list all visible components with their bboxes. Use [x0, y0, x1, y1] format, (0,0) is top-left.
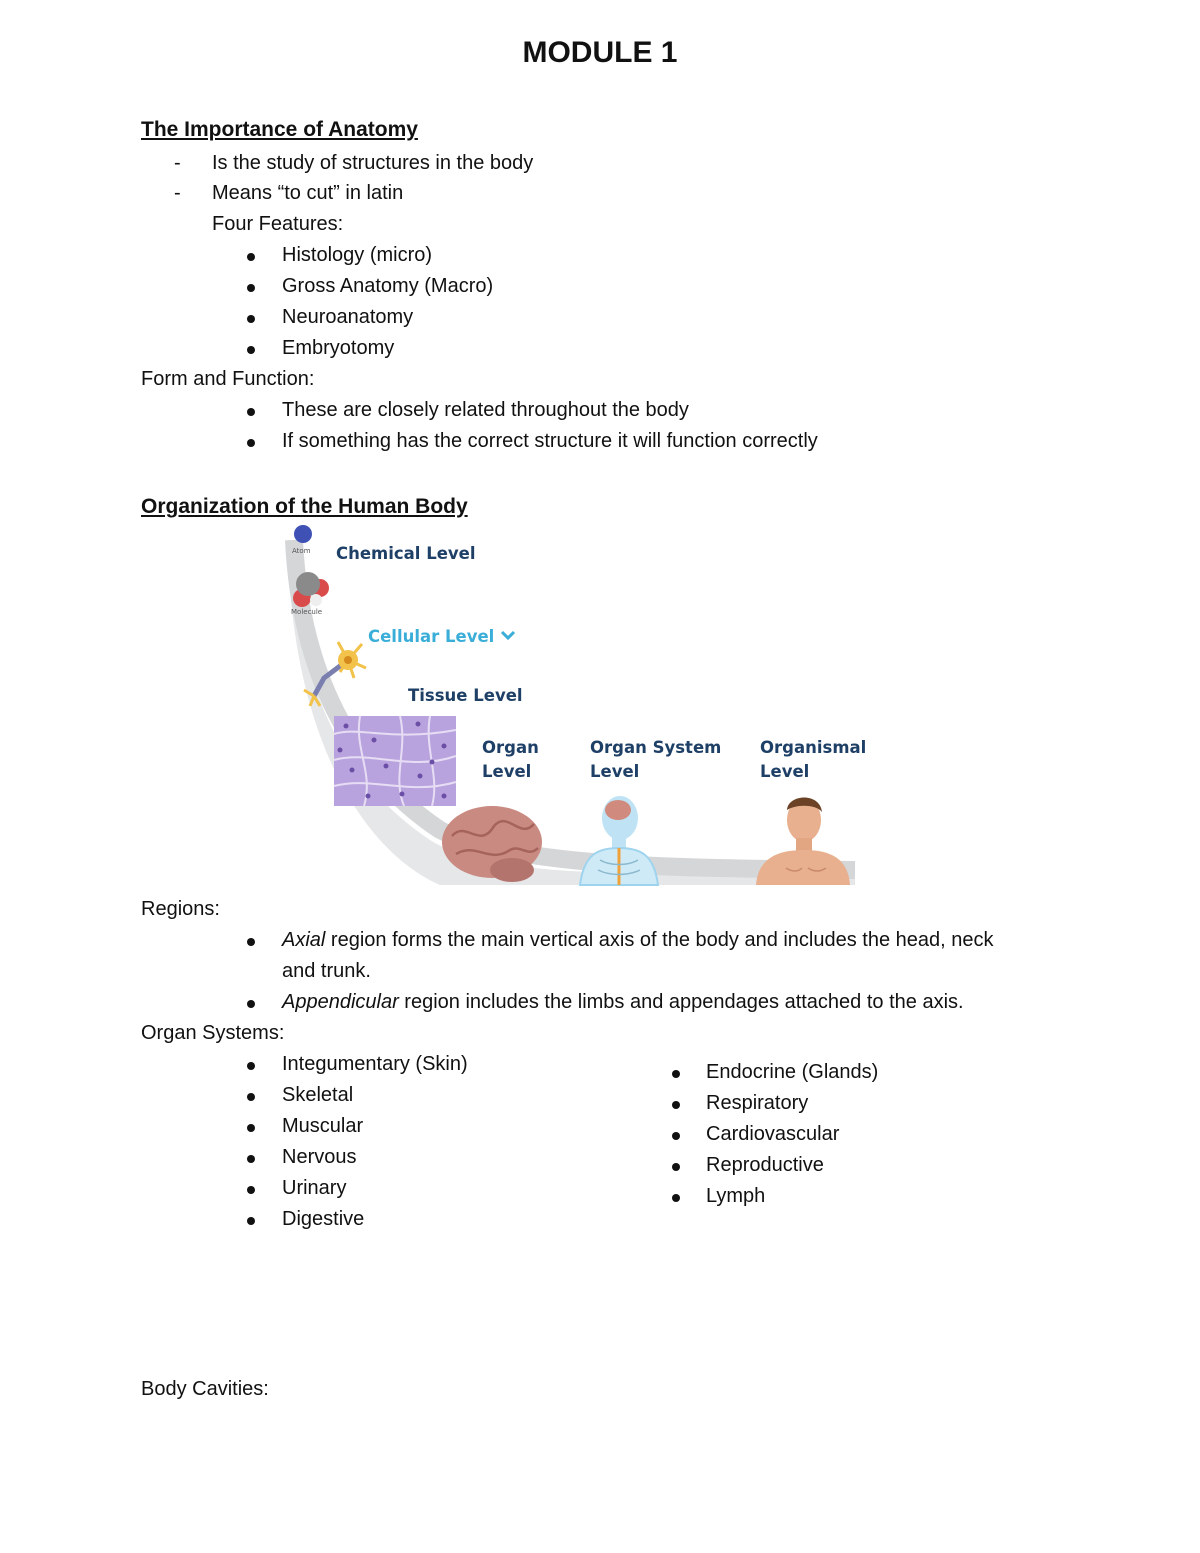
- organ-system-item: Cardiovascular: [706, 1123, 840, 1145]
- level-label-organismal-2: Level: [760, 762, 810, 781]
- level-label-organ-system-2: Level: [590, 762, 640, 781]
- chevron-down-icon: [502, 632, 514, 638]
- bullet: [247, 346, 255, 354]
- feature-item: Gross Anatomy (Macro): [282, 275, 494, 297]
- dash-marker: -: [174, 182, 181, 204]
- section-heading-anatomy: The Importance of Anatomy: [141, 118, 418, 141]
- feature-item: Histology (micro): [282, 244, 433, 266]
- levels-of-organization-diagram: [280, 520, 880, 890]
- atom-icon: [294, 525, 312, 543]
- level-label-organ-system: Organ System: [590, 738, 722, 757]
- region-term: Appendicular: [282, 991, 399, 1013]
- region-item-axial: [282, 929, 994, 952]
- bullet: [247, 1217, 255, 1225]
- level-label-tissue: Tissue Level: [408, 686, 523, 705]
- bullet: [247, 408, 255, 416]
- bullet: [672, 1132, 680, 1140]
- organ-system-item: Endocrine (Glands): [706, 1061, 879, 1083]
- region-item-appendicular: [282, 991, 964, 1014]
- bullet: [247, 439, 255, 447]
- regions-label: Regions:: [141, 898, 220, 920]
- bullet: [247, 253, 255, 261]
- organ-system-item: Digestive: [282, 1208, 365, 1230]
- atom-label: Atom: [292, 547, 311, 555]
- organ-systems-label: Organ Systems:: [141, 1022, 285, 1044]
- region-text: region includes the limbs and appendages attached to the axis.: [398, 991, 964, 1013]
- level-label-organ: Organ: [482, 738, 539, 757]
- nervous-system-figure-icon: [580, 796, 658, 885]
- bullet: [247, 1000, 255, 1008]
- bullet: [247, 1186, 255, 1194]
- organ-system-item: Integumentary (Skin): [282, 1053, 468, 1075]
- bullet: [247, 315, 255, 323]
- region-text: region forms the main vertical axis of the body and includes the head, neck: [325, 929, 994, 951]
- molecule-icon: [293, 572, 329, 607]
- feature-item: Neuroanatomy: [282, 306, 414, 328]
- organ-system-item: Urinary: [282, 1177, 347, 1199]
- region-term: Axial: [282, 929, 326, 951]
- region-item-axial-cont: and trunk.: [282, 960, 371, 982]
- level-label-cellular: Cellular Level: [368, 627, 495, 646]
- bullet: [247, 1124, 255, 1132]
- dash-item: Means “to cut” in latin: [212, 182, 404, 204]
- bullet: [247, 1062, 255, 1070]
- bullet: [247, 1155, 255, 1163]
- body-cavities-label: Body Cavities:: [141, 1378, 269, 1400]
- form-item: These are closely related throughout the body: [282, 399, 689, 421]
- level-path: [288, 540, 855, 885]
- bullet: [672, 1101, 680, 1109]
- bullet: [672, 1163, 680, 1171]
- form-item: If something has the correct structure it will function correctly: [282, 430, 818, 452]
- human-figure-icon: [756, 798, 850, 886]
- molecule-label: Molecule: [291, 608, 323, 616]
- level-label-chemical: Chemical Level: [336, 544, 476, 563]
- dash-item: Is the study of structures in the body: [212, 152, 534, 174]
- dash-marker: -: [174, 152, 181, 174]
- organ-system-item: Respiratory: [706, 1092, 809, 1114]
- level-label-organ-2: Level: [482, 762, 532, 781]
- form-function-label: Form and Function:: [141, 368, 315, 390]
- organ-system-item: Muscular: [282, 1115, 364, 1137]
- bullet: [247, 284, 255, 292]
- bullet: [247, 1093, 255, 1101]
- level-label-organismal: Organismal: [760, 738, 867, 757]
- organ-system-item: Lymph: [706, 1185, 766, 1207]
- tissue-sample-icon: [334, 716, 456, 806]
- organ-system-item: Reproductive: [706, 1154, 824, 1176]
- page-title: MODULE 1: [522, 36, 678, 69]
- organ-system-item: Nervous: [282, 1146, 357, 1168]
- bullet: [247, 938, 255, 946]
- organ-system-item: Skeletal: [282, 1084, 354, 1106]
- bullet: [672, 1194, 680, 1202]
- section-heading-organization: Organization of the Human Body: [141, 495, 468, 518]
- bullet: [672, 1070, 680, 1078]
- feature-item: Embryotomy: [282, 337, 395, 359]
- features-label: Four Features:: [212, 213, 344, 235]
